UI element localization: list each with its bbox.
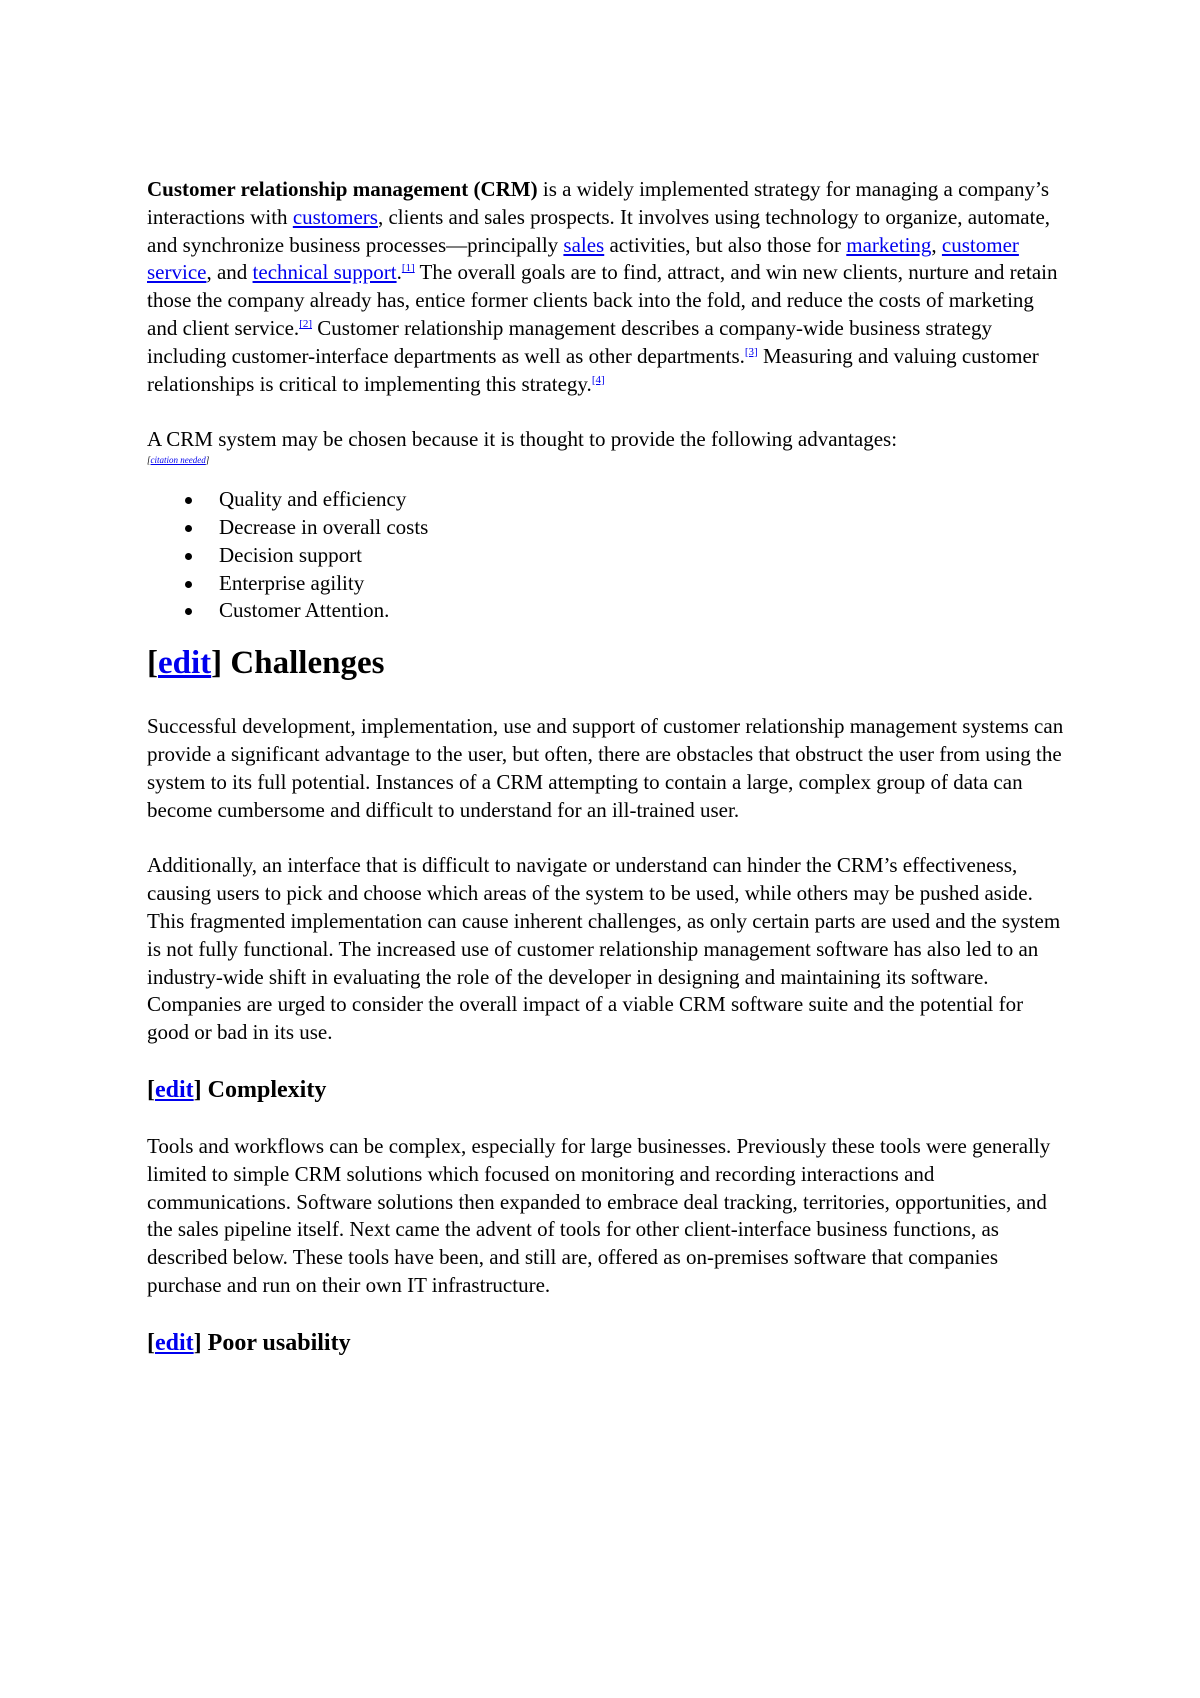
list-item: Decrease in overall costs — [219, 514, 1067, 542]
challenges-paragraph-1: Successful development, implementation, use and support of customer relationship management systems can provide a significant advantage to the user, but often, there are obstacles that obstruct the user from using the system to its full potential. Instances of a CRM attempting to contain a large, complex group of data can become cumbersome and difficult to understand for an ill-trained user. — [147, 714, 1064, 822]
reference-link-1[interactable]: [1] — [401, 262, 415, 275]
complexity-paragraph-1: Tools and workflows can be complex, especially for large businesses. Previously these tools were generally limited to simple CRM solutions which focused on monitoring and recording interactions and communications. Software solutions then expanded to embrace deal tracking, territories, opportunities, and the sales pipeline itself. Next came the advent of tools for other client-interface business functions, as described below. These tools have been, and still are, offered as on-premises software that companies purchase and run on their own IT infrastructure. — [147, 1133, 1051, 1297]
intro-text: . — [396, 260, 402, 285]
list-item: Enterprise agility — [219, 570, 1067, 598]
reference-link-3[interactable]: [3] — [744, 345, 758, 358]
heading-poor-usability: [edit] Poor usability — [147, 1329, 351, 1356]
heading-challenges-title: Challenges — [230, 645, 385, 682]
link-marketing[interactable]: marketing — [846, 232, 932, 257]
intro-text: The overall goals are to find, attract, and win new clients, nurture and retain those the company already has, entice former clients back into the fold, and reduce the costs of marketing and client service. — [147, 260, 1058, 340]
intro-text: , — [931, 232, 942, 257]
citation-needed-link[interactable]: citation needed — [150, 455, 206, 466]
link-customer-service[interactable]: customer service — [147, 232, 1019, 285]
reference-link-2[interactable]: [2] — [299, 317, 313, 330]
citation-needed: [citation needed] — [147, 455, 210, 466]
list-item: Customer Attention. — [219, 597, 1067, 625]
intro-text: is a widely implemented strategy for managing a company’s interactions with — [147, 177, 1050, 229]
link-technical-support[interactable]: technical support — [252, 260, 397, 285]
heading-poor-usability-title: Poor usability — [207, 1329, 351, 1356]
advantages-text: A CRM system may be chosen because it is thought to provide the following advantages: — [147, 427, 898, 452]
intro-text: Measuring and valuing customer relationships is critical to implementing this strategy. — [147, 343, 1039, 396]
heading-challenges: [edit] Challenges — [147, 645, 385, 682]
advantages-paragraph — [147, 426, 1067, 466]
intro-text: activities, but also those for — [604, 232, 847, 257]
edit-link-challenges[interactable]: edit — [158, 645, 212, 682]
intro-text: , clients and sales prospects. It involves using technology to organize, automate, and synchronize business processes—principally — [147, 204, 1051, 257]
reference-link-4[interactable]: [4] — [591, 373, 605, 386]
intro-paragraph — [147, 176, 1067, 398]
list-item: Quality and efficiency — [219, 486, 1067, 514]
intro-text: , and — [206, 260, 253, 285]
challenges-paragraph-2: Additionally, an interface that is difficult to navigate or understand can hinder the CRM’s effectiveness, causing users to pick and choose which areas of the system to be used, while others may be pushed aside. This fragmented implementation can cause inherent challenges, as only certain parts are used and the system is not fully functional. The increased use of customer relationship management software has also led to an industry-wide shift in evaluating the role of the developer in designing and maintaining its software. Companies are urged to consider the overall impact of a viable CRM software suite and the potential for good or bad in its use. — [147, 853, 1061, 1045]
advantages-list — [147, 486, 1067, 625]
edit-link-poor-usability[interactable]: edit — [155, 1329, 194, 1356]
heading-complexity: [edit] Complexity — [147, 1076, 327, 1103]
list-item: Decision support — [219, 542, 1067, 570]
document-page — [147, 176, 1067, 1386]
heading-complexity-title: Complexity — [207, 1076, 327, 1103]
link-customers[interactable]: customers — [292, 204, 378, 229]
link-sales[interactable]: sales — [563, 232, 605, 257]
edit-link-complexity[interactable]: edit — [155, 1076, 194, 1103]
intro-bold-term: Customer relationship management (CRM) — [147, 177, 538, 201]
intro-text: Customer relationship management describes a company-wide business strategy including customer-interface departments as well as other departments. — [147, 315, 993, 368]
